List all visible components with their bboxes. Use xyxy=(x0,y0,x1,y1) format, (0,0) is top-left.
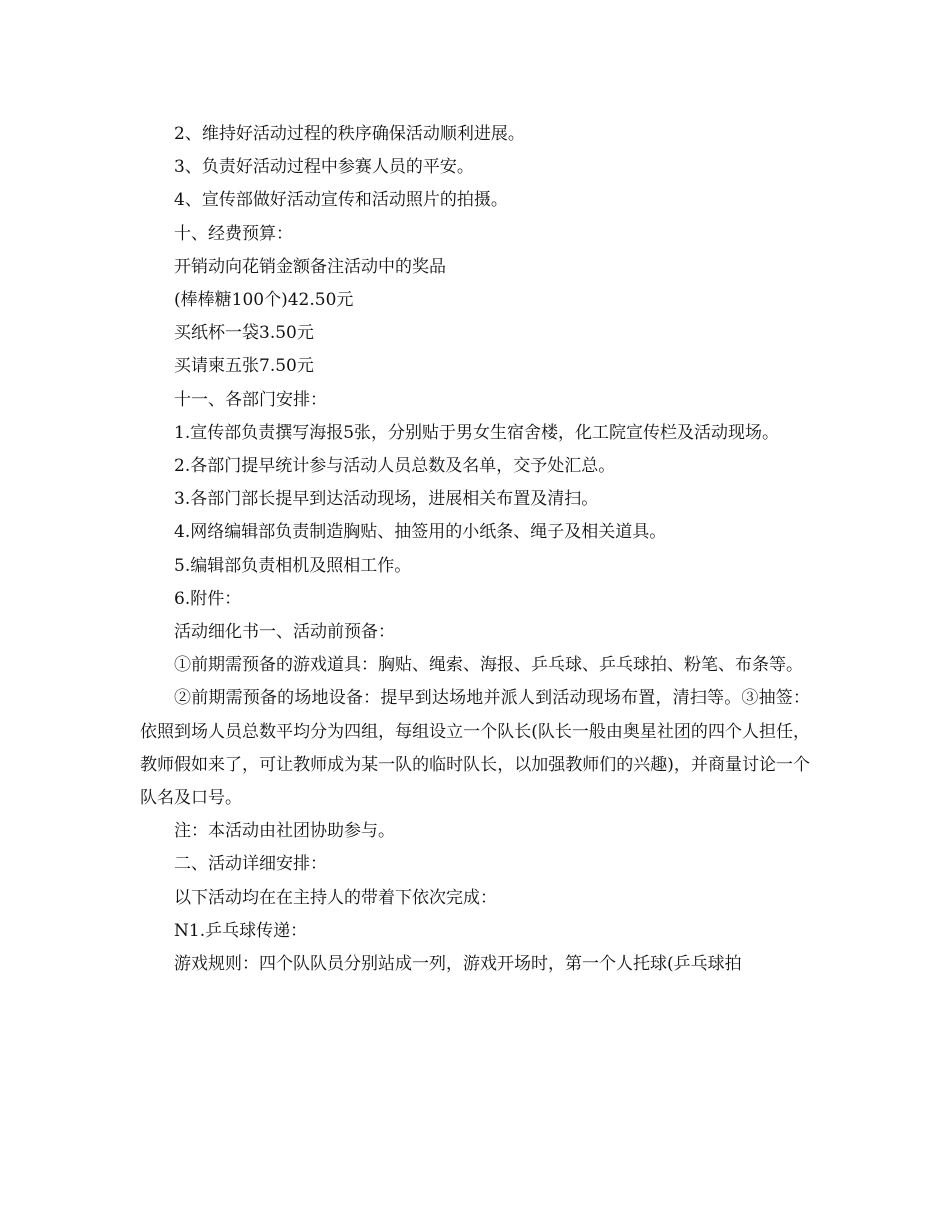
paragraph: 活动细化书一、活动前预备： xyxy=(174,622,395,643)
paragraph: 以下活动均在在主持人的带着下依次完成： xyxy=(174,887,497,908)
paragraph: ②前期需预备的场地设备：提早到达场地并派人到活动现场布置，清扫等。③抽签：依照到场人员总数平均分为四组，每组设立一个队长(队长一般由奥星社团的四个人担任，教师假如来了，可让教师成为某一队的临时队长，以加强教师们的兴趣)，并商量讨论一个队名及口号。 xyxy=(140,688,810,809)
paragraph: 开销动向花销金额备注活动中的奖品 xyxy=(174,256,446,277)
section-heading: 二、活动详细安排： xyxy=(174,854,327,875)
paragraph: 注：本活动由社团协助参与。 xyxy=(174,821,395,842)
paragraph: 买纸杯一袋3.50元 xyxy=(174,323,314,344)
paragraph: 5.编辑部负责相机及照相工作。 xyxy=(174,555,412,576)
paragraph: 3、负责好活动过程中参赛人员的平安。 xyxy=(174,157,474,178)
paragraph: 4.网络编辑部负责制造胸贴、抽签用的小纸条、绳子及相关道具。 xyxy=(174,522,667,543)
paragraph: 2、维持好活动过程的秩序确保活动顺利进展。 xyxy=(174,124,525,144)
section-heading: 十、经费预算： xyxy=(174,223,293,244)
paragraph: N1.乒乓球传递： xyxy=(174,920,308,941)
paragraph: 2.各部门提早统计参与活动人员总数及名单，交予处汇总。 xyxy=(174,456,616,477)
paragraph: 3.各部门部长提早到达活动现场，进展相关布置及清扫。 xyxy=(174,489,599,510)
paragraph: 游戏规则：四个队队员分别站成一列，游戏开场时，第一个人托球(乒乓球拍 xyxy=(174,954,742,975)
paragraph: ①前期需预备的游戏道具：胸贴、绳索、海报、乒乓球、乒乓球拍、粉笔、布条等。 xyxy=(174,655,803,676)
paragraph: 4、宣传部做好活动宣传和活动照片的拍摄。 xyxy=(174,190,508,211)
paragraph: 买请柬五张7.50元 xyxy=(174,356,314,377)
paragraph: (棒棒糖100个)42.50元 xyxy=(174,290,354,311)
paragraph: 1.宣传部负责撰写海报5张，分别贴于男女生宿舍楼，化工院宣传栏及活动现场。 xyxy=(174,422,780,443)
paragraph: 6.附件： xyxy=(174,588,242,609)
section-heading: 十一、各部门安排： xyxy=(174,389,327,410)
